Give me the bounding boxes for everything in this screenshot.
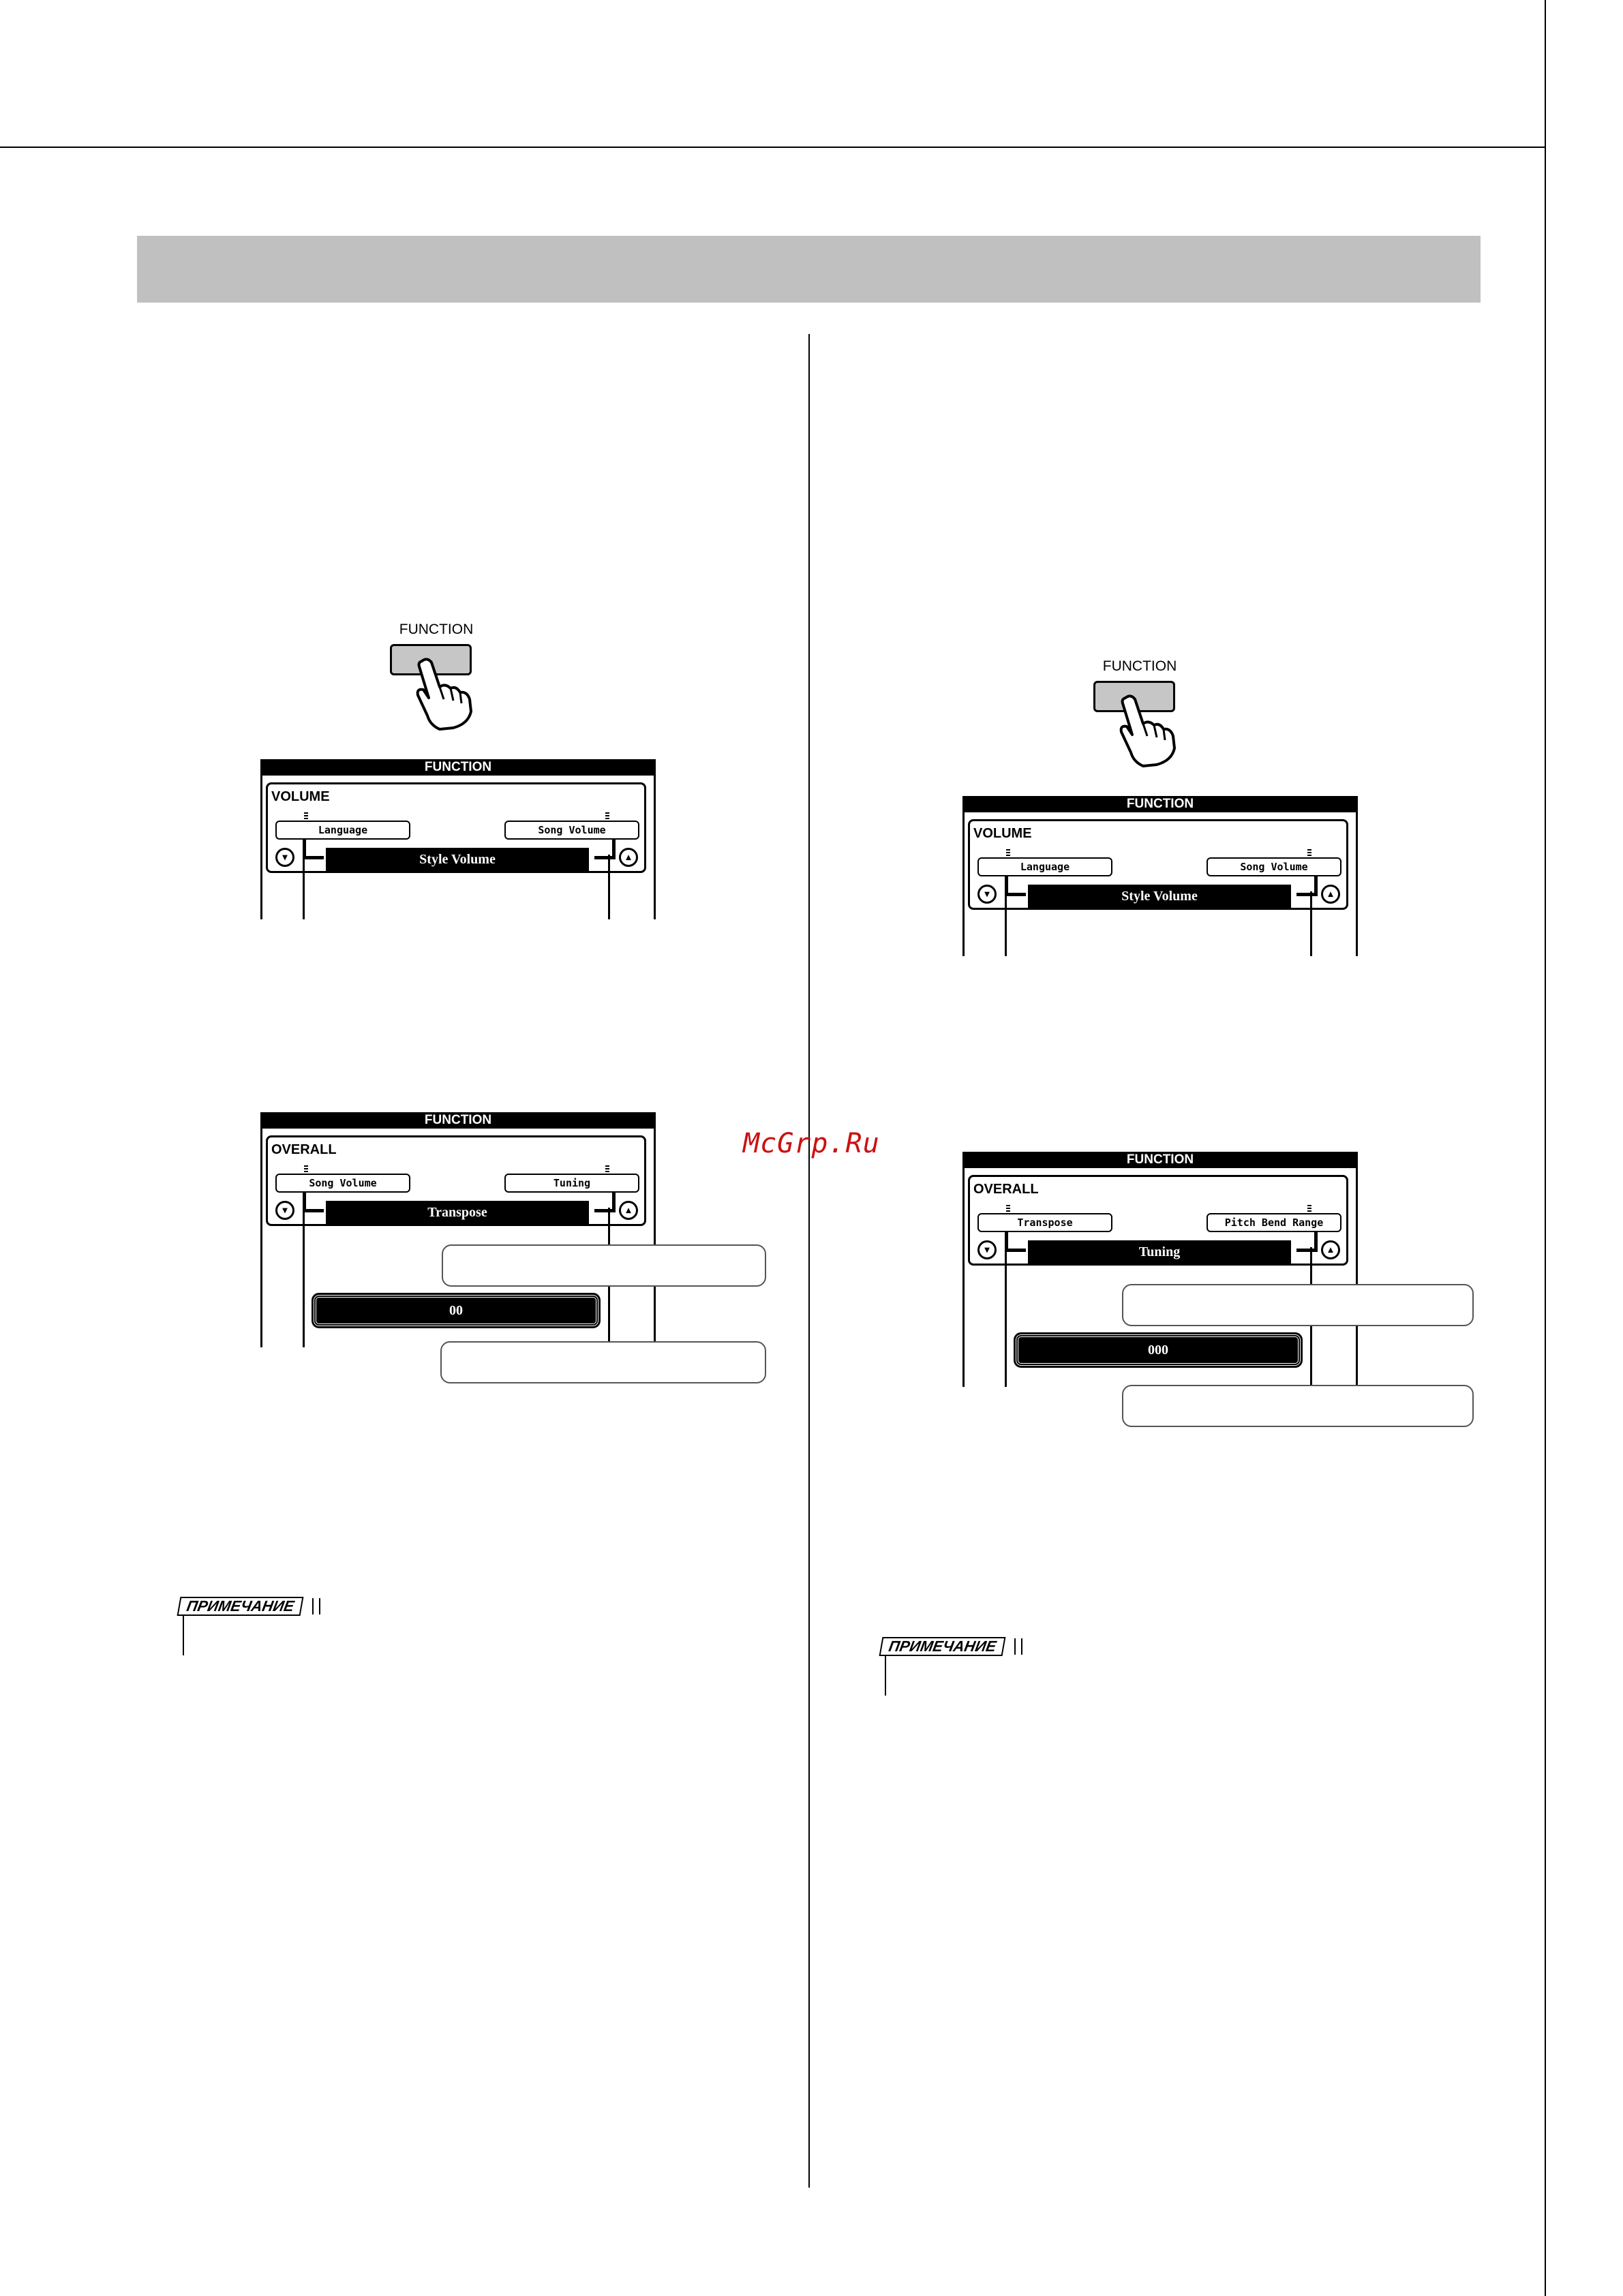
bracket-right: [594, 840, 616, 859]
scroll-up-icon: ▴: [619, 1201, 638, 1220]
note-stem: [183, 1616, 184, 1655]
lcd-guide-line: [303, 855, 305, 919]
column-divider: [808, 334, 810, 2188]
lcd-value-display: 00: [314, 1295, 598, 1326]
marker-icon: [304, 1165, 308, 1172]
watermark: McGrp.Ru: [743, 1128, 880, 1159]
lcd-frame-right: [654, 776, 656, 919]
marker-icon: [1307, 849, 1311, 856]
lcd-display-overall-left: [260, 1112, 656, 1347]
lcd-next-item: Song Volume: [1207, 857, 1341, 876]
lcd-category: VOLUME: [271, 789, 330, 804]
scroll-up-icon: ▴: [1321, 885, 1340, 904]
lcd-frame-right: [654, 1129, 656, 1347]
lcd-prev-item: Language: [275, 821, 410, 840]
lcd-frame-left: [962, 812, 965, 956]
marker-icon: [605, 1165, 609, 1172]
pressing-hand-icon: [412, 657, 474, 732]
lcd-selected-item: Tuning: [1028, 1240, 1291, 1264]
lcd-display-volume-left: [260, 759, 656, 919]
lcd-prev-item: Song Volume: [275, 1174, 410, 1193]
note-bars-icon: [312, 1598, 320, 1614]
lcd-frame-right: [1356, 1168, 1358, 1387]
note-label: ПРИМЕЧАНИЕ: [177, 1597, 304, 1616]
marker-icon: [1006, 1205, 1010, 1212]
section-header-bar: [137, 236, 1481, 303]
lcd-next-item: Tuning: [504, 1174, 639, 1193]
lcd-frame-left: [260, 1129, 262, 1347]
scroll-down-icon: ▾: [977, 1240, 997, 1259]
scroll-up-icon: ▴: [619, 848, 638, 867]
marker-icon: [1006, 849, 1010, 856]
lcd-frame-right: [1356, 812, 1358, 956]
lcd-frame-left: [260, 776, 262, 919]
lcd-display-overall-right: [962, 1152, 1358, 1387]
lcd-header: FUNCTION: [260, 1112, 656, 1129]
lcd-header: FUNCTION: [962, 796, 1358, 812]
bracket-left: [303, 1193, 324, 1212]
lcd-next-item: Pitch Bend Range: [1207, 1213, 1341, 1232]
lcd-selected-item: Style Volume: [326, 848, 589, 871]
lcd-guide-line: [1005, 891, 1007, 956]
callout-box: [1122, 1284, 1474, 1326]
bracket-left: [1005, 1232, 1026, 1252]
function-button-label: FUNCTION: [1102, 658, 1177, 674]
lcd-guide-line: [1310, 891, 1312, 956]
lcd-frame-left: [962, 1168, 965, 1387]
callout-box: [440, 1341, 766, 1383]
lcd-value-display: 000: [1016, 1334, 1301, 1366]
bracket-left: [1005, 876, 1026, 896]
callout-box: [1122, 1385, 1474, 1427]
bracket-right: [1296, 876, 1318, 896]
lcd-prev-item: Transpose: [977, 1213, 1112, 1232]
lcd-next-item: Song Volume: [504, 821, 639, 840]
marker-icon: [605, 812, 609, 819]
lcd-guide-line: [1005, 1247, 1007, 1387]
lcd-category: OVERALL: [271, 1142, 337, 1157]
top-rule: [0, 147, 1546, 148]
scroll-down-icon: ▾: [977, 885, 997, 904]
lcd-guide-line: [608, 855, 610, 919]
note-bars-icon: [1014, 1638, 1022, 1655]
lcd-category: VOLUME: [973, 826, 1032, 841]
bracket-left: [303, 840, 324, 859]
lcd-prev-item: Language: [977, 857, 1112, 876]
note-stem: [885, 1656, 886, 1696]
marker-icon: [304, 812, 308, 819]
bracket-right: [594, 1193, 616, 1212]
marker-icon: [1307, 1205, 1311, 1212]
lcd-selected-item: Style Volume: [1028, 885, 1291, 908]
lcd-header: FUNCTION: [962, 1152, 1358, 1168]
scroll-up-icon: ▴: [1321, 1240, 1340, 1259]
pressing-hand-icon: [1116, 694, 1177, 769]
bracket-right: [1296, 1232, 1318, 1252]
function-button-label: FUNCTION: [399, 622, 474, 637]
scroll-down-icon: ▾: [275, 1201, 294, 1220]
note-label: ПРИМЕЧАНИЕ: [879, 1637, 1006, 1656]
callout-box: [442, 1244, 766, 1287]
right-edge-rule: [1545, 0, 1546, 2296]
lcd-category: OVERALL: [973, 1182, 1039, 1197]
lcd-selected-item: Transpose: [326, 1201, 589, 1224]
scroll-down-icon: ▾: [275, 848, 294, 867]
lcd-guide-line: [303, 1208, 305, 1347]
lcd-header: FUNCTION: [260, 759, 656, 776]
lcd-display-volume-right: [962, 796, 1358, 956]
